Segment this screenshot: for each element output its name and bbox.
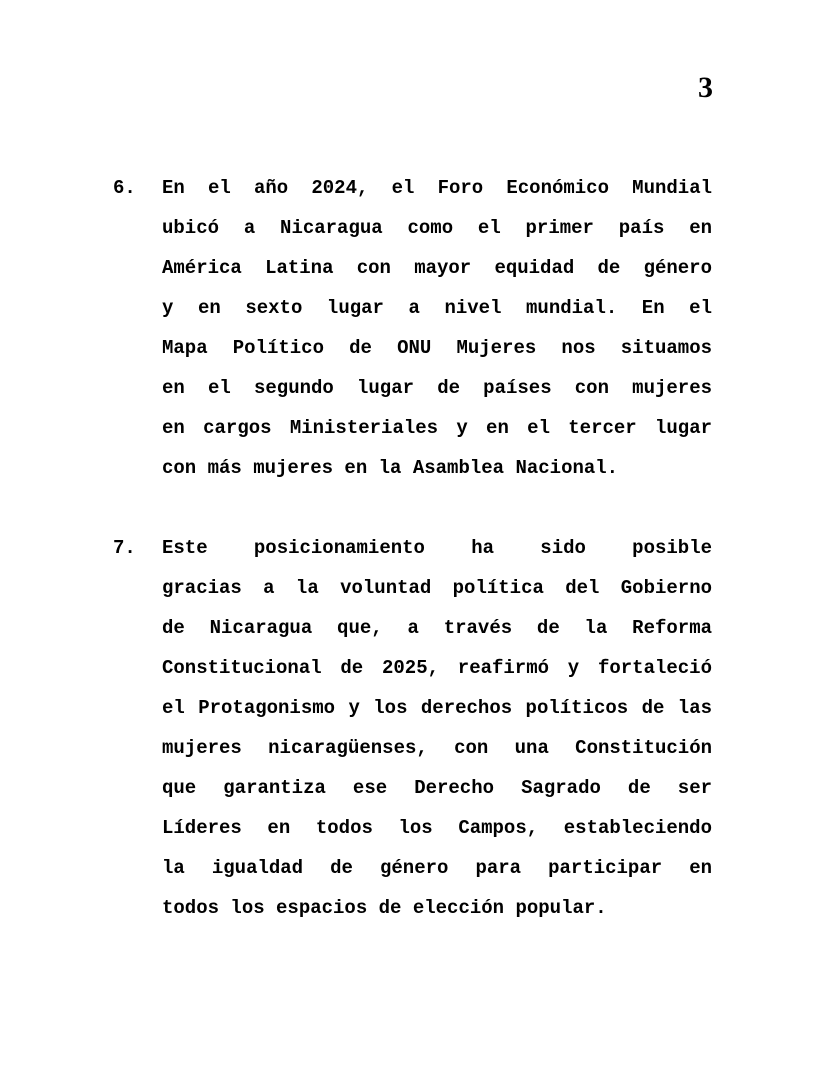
text-line: Mapa Político de ONU Mujeres nos situamos [162, 337, 712, 359]
document-body [113, 168, 712, 968]
text-line: Este posicionamiento ha sido posible [162, 537, 712, 559]
text-line: Líderes en todos los Campos, estableciendo [162, 817, 712, 839]
paragraph-text [162, 168, 712, 488]
text-line: el Protagonismo y los derechos políticos de las [162, 697, 712, 719]
text-line: con más mujeres en la Asamblea Nacional. [162, 457, 619, 479]
paragraph [113, 528, 712, 928]
text-line: ubicó a Nicaragua como el primer país en [162, 217, 712, 239]
text-line: todos los espacios de elección popular. [162, 897, 607, 919]
text-line: que garantiza ese Derecho Sagrado de ser [162, 777, 712, 799]
text-line: En el año 2024, el Foro Económico Mundial [162, 177, 712, 199]
text-line: América Latina con mayor equidad de género [162, 257, 712, 279]
text-line: de Nicaragua que, a través de la Reforma [162, 617, 712, 639]
text-line: la igualdad de género para participar en [162, 857, 712, 879]
page-number: 3 [698, 71, 713, 104]
paragraph-text [162, 528, 712, 928]
paragraph [113, 168, 712, 488]
text-line: mujeres nicaragüenses, con una Constitución [162, 737, 712, 759]
list-number: 6. [113, 177, 136, 199]
text-line: Constitucional de 2025, reafirmó y fortaleció [162, 657, 712, 679]
text-line: en el segundo lugar de países con mujeres [162, 377, 712, 399]
text-line: y en sexto lugar a nivel mundial. En el [162, 297, 712, 319]
text-line: gracias a la voluntad política del Gobierno [162, 577, 712, 599]
list-number: 7. [113, 537, 136, 559]
text-line: en cargos Ministeriales y en el tercer lugar [162, 417, 712, 439]
